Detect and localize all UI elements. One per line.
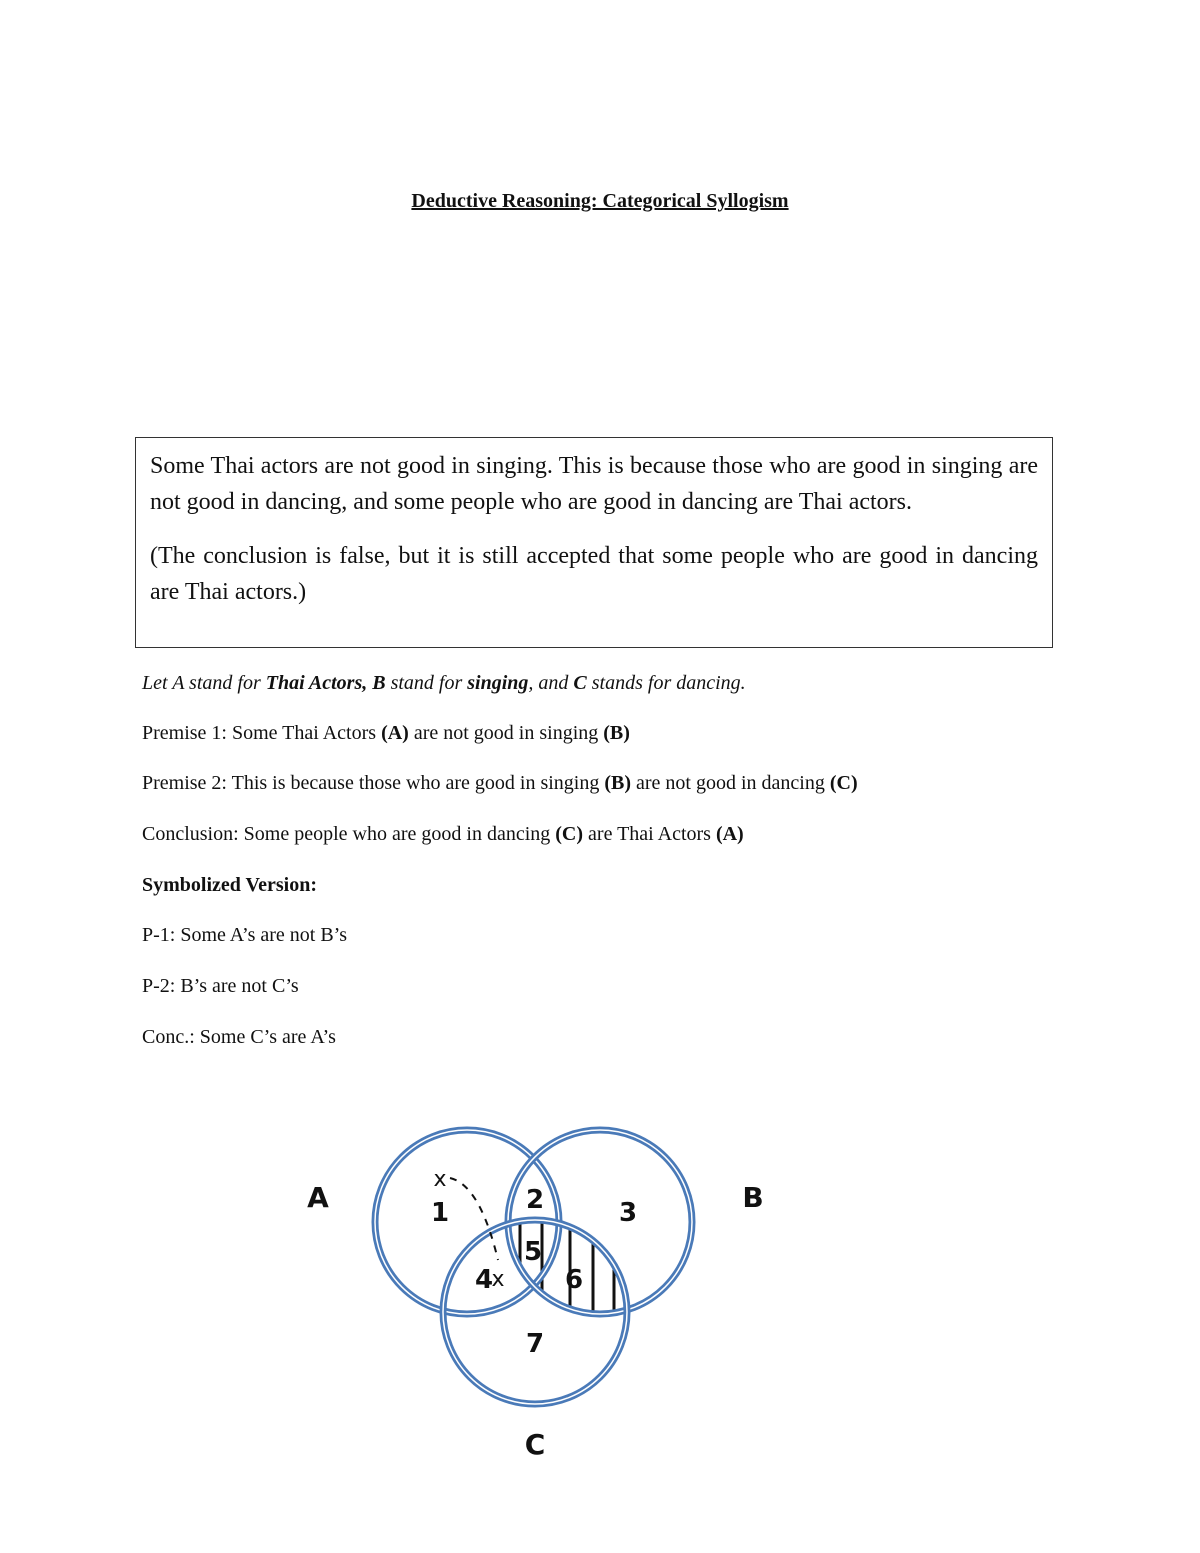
- premise-1-text: Premise 1: Some Thai Actors: [142, 722, 382, 744]
- x-mark-region-1: x: [433, 1167, 447, 1192]
- symbolized-conclusion: Conc.: Some C’s are A’s: [142, 1026, 336, 1048]
- variable-definition: [142, 672, 746, 695]
- let-text: Let A stand for: [142, 672, 266, 694]
- set-label-a: A: [307, 1181, 329, 1214]
- premise-2-text: Premise 2: This is because those who are good in singing: [142, 772, 605, 794]
- region-6-label: 6: [564, 1265, 584, 1295]
- region-1-label: 1: [430, 1198, 450, 1228]
- conclusion: [142, 823, 744, 846]
- premise-2-term-b: (B): [604, 772, 632, 794]
- conclusion-text: are Thai Actors: [583, 823, 716, 845]
- x-mark-region-4: x: [491, 1267, 505, 1292]
- let-term-a: Thai Actors, B: [265, 672, 386, 694]
- symbolized-premise-2: P-2: B’s are not C’s: [142, 975, 299, 997]
- argument-box: [135, 437, 1053, 648]
- let-term-c: C: [573, 672, 587, 694]
- region-3-label: 3: [618, 1198, 638, 1228]
- symbolized-premise-1: P-1: Some A’s are not B’s: [142, 924, 348, 946]
- set-label-b: B: [742, 1181, 764, 1214]
- premise-2: [142, 772, 858, 795]
- premise-2-term-c: (C): [829, 772, 858, 794]
- region-4-label: 4: [474, 1265, 494, 1295]
- argument-text: Some Thai actors are not good in singing. This is because those who are good in singing are not good in dancing, and some people who are good in dancing are Thai actors.: [150, 453, 1038, 515]
- page-title: Deductive Reasoning: Categorical Syllogism: [411, 190, 789, 212]
- premise-1-text: are not good in singing: [408, 722, 604, 744]
- venn-diagram: [0, 1090, 1200, 1490]
- conclusion-term-c: (C): [555, 823, 584, 845]
- conclusion-term-a: (A): [715, 823, 744, 845]
- set-label-c: C: [524, 1428, 546, 1461]
- region-5-label: 5: [523, 1237, 543, 1267]
- let-text: stands for dancing.: [586, 672, 746, 694]
- premise-2-text: are not good in dancing: [631, 772, 830, 794]
- let-text: , and: [528, 672, 574, 694]
- region-7-label: 7: [525, 1329, 545, 1359]
- region-2-label: 2: [525, 1185, 545, 1215]
- premise-1-term-b: (B): [603, 722, 630, 744]
- let-text: stand for: [385, 672, 468, 694]
- premise-1: [142, 722, 630, 745]
- let-term-b: singing: [467, 672, 529, 694]
- premise-1-term-a: (A): [381, 722, 409, 744]
- symbolized-heading: Symbolized Version:: [142, 874, 318, 896]
- conclusion-text: Conclusion: Some people who are good in dancing: [142, 823, 556, 845]
- argument-note: (The conclusion is false, but it is still accepted that some people who are good in dancing are Thai actors.): [150, 543, 1038, 605]
